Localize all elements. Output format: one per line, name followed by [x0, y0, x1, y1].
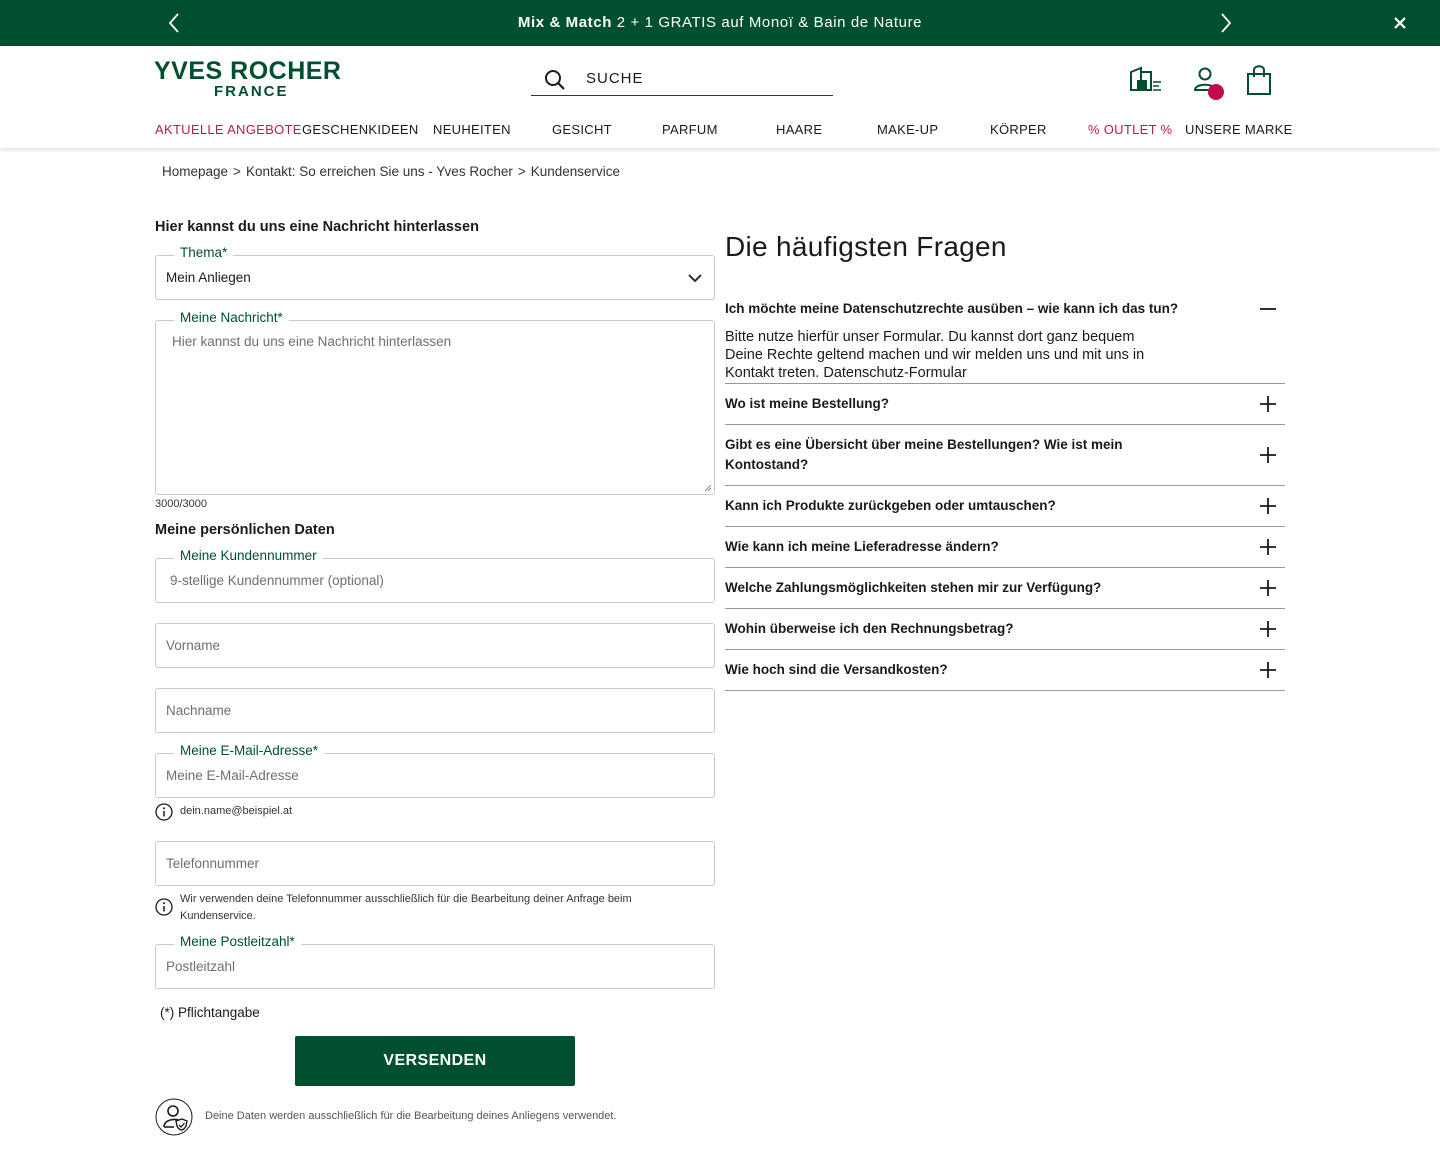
faq-item — [725, 291, 1285, 384]
info-icon — [155, 803, 173, 821]
breadcrumb-item-homepage[interactable]: Homepage — [162, 164, 229, 179]
cart-icon[interactable] — [1243, 64, 1279, 96]
faq-answer — [725, 328, 1215, 382]
nav-item-unsere-marke[interactable]: UNSERE MARKE — [1185, 122, 1293, 137]
faq-answer-line1: Bitte nutze hierfür unser Formular. Du kannst dort ganz bequem — [725, 329, 1135, 345]
message-label: Meine Nachricht* — [174, 310, 289, 325]
plus-icon[interactable] — [1259, 579, 1277, 597]
customer-number-label: Meine Kundennummer — [174, 548, 323, 563]
faq-question[interactable]: Wohin überweise ich den Rechnungsbetrag? — [725, 621, 1014, 636]
notification-badge — [1208, 84, 1224, 100]
faq-question[interactable]: Wie kann ich meine Lieferadresse ändern? — [725, 539, 999, 554]
breadcrumb-separator: > — [517, 164, 526, 179]
faq-answer-line2: Deine Rechte geltend machen und wir melden uns und mit uns in — [725, 347, 1145, 363]
plus-icon[interactable] — [1259, 620, 1277, 638]
logo-line1: YVES ROCHER — [154, 57, 342, 85]
nav-item-geschenkideen[interactable]: GESCHENKIDEEN — [302, 122, 419, 137]
customer-number-placeholder: 9-stellige Kundennummer (optional) — [170, 573, 384, 588]
faq-question[interactable]: Kann ich Produkte zurückgeben oder umtauschen? — [725, 498, 1056, 513]
last-name-field[interactable] — [155, 688, 715, 733]
nav-item-haare[interactable]: HAARE — [776, 122, 823, 137]
plus-icon[interactable] — [1259, 446, 1277, 464]
breadcrumb-item-kontakt[interactable]: Kontakt: So erreichen Sie uns - Yves Rocher — [245, 164, 513, 179]
faq-item — [725, 609, 1285, 650]
nav-item-aktuelle-angebote[interactable]: AKTUELLE ANGEBOTE — [155, 122, 302, 137]
message-placeholder: Hier kannst du uns eine Nachricht hinterlassen — [172, 334, 452, 349]
personal-data-title: Meine persönlichen Daten — [155, 522, 335, 538]
faq-item — [725, 568, 1285, 609]
close-icon[interactable] — [1390, 13, 1410, 33]
breadcrumb-separator: > — [233, 164, 241, 179]
nav-item-koerper[interactable]: KÖRPER — [990, 122, 1047, 137]
email-placeholder: Meine E-Mail-Adresse — [166, 768, 299, 783]
logo[interactable] — [154, 58, 354, 102]
postcode-placeholder: Postleitzahl — [166, 959, 236, 974]
faq-question[interactable] — [725, 435, 1225, 475]
plus-icon[interactable] — [1259, 497, 1277, 515]
form-title: Hier kannst du uns eine Nachricht hinterlassen — [155, 219, 479, 235]
faq-item — [725, 425, 1285, 486]
faq-item — [725, 527, 1285, 568]
phone-placeholder: Telefonnummer — [166, 856, 260, 871]
faq-question-line1: Gibt es eine Übersicht über meine Bestellungen? Wie ist mein — [725, 437, 1123, 452]
postcode-label: Meine Postleitzahl* — [174, 934, 301, 949]
email-label: Meine E-Mail-Adresse* — [174, 743, 324, 758]
plus-icon[interactable] — [1259, 661, 1277, 679]
plus-icon[interactable] — [1259, 395, 1277, 413]
faq-item — [725, 486, 1285, 527]
nav-item-outlet[interactable]: % OUTLET % — [1088, 122, 1173, 137]
topic-value: Mein Anliegen — [166, 270, 251, 285]
privacy-text: Deine Daten werden ausschließlich für die Bearbeitung deines Anliegens verwendet. — [205, 1110, 617, 1122]
logo-line2: FRANCE — [214, 83, 289, 100]
first-name-placeholder: Vorname — [166, 638, 221, 653]
phone-hint-line1: Wir verwenden deine Telefonnummer ausschließlich für die Bearbeitung deiner Anfrage beim — [180, 893, 632, 905]
breadcrumb — [162, 164, 620, 179]
chevron-right-icon[interactable] — [1213, 11, 1237, 35]
promo-rest-text: 2 + 1 GRATIS auf Monoï & Bain de Nature — [612, 14, 923, 31]
privacy-form-link[interactable]: Datenschutz-Formular — [823, 365, 967, 381]
search-label: SUCHE — [586, 70, 644, 87]
phone-hint-line2: Kundenservice. — [180, 910, 256, 922]
main-nav — [0, 122, 1440, 142]
faq-item — [725, 384, 1285, 425]
nav-item-gesicht[interactable]: GESICHT — [552, 122, 612, 137]
search-icon — [543, 68, 567, 92]
character-counter: 3000/3000 — [155, 498, 207, 510]
minus-icon[interactable] — [1259, 300, 1277, 318]
info-icon — [155, 898, 173, 916]
topic-label: Thema* — [174, 245, 233, 260]
submit-button[interactable]: VERSENDEN — [295, 1036, 575, 1086]
postcode-field[interactable] — [155, 934, 715, 989]
plus-icon[interactable] — [1259, 538, 1277, 556]
nav-item-neuheiten[interactable]: NEUHEITEN — [433, 122, 511, 137]
phone-hint-text — [180, 891, 632, 925]
faq-item — [725, 650, 1285, 691]
store-icon[interactable] — [1127, 64, 1163, 96]
message-field[interactable] — [155, 310, 715, 495]
faq-question[interactable]: Wo ist meine Bestellung? — [725, 396, 890, 411]
email-field[interactable] — [155, 743, 715, 798]
promo-bold-text: Mix & Match — [517, 14, 612, 31]
site-header — [0, 46, 1440, 148]
required-note: (*) Pflichtangabe — [160, 1005, 260, 1020]
account-icon[interactable] — [1190, 64, 1226, 96]
faq-title: Die häufigsten Fragen — [725, 231, 1007, 262]
nav-item-make-up[interactable]: MAKE-UP — [877, 122, 939, 137]
chevron-down-icon — [686, 269, 704, 287]
nav-item-parfum[interactable]: PARFUM — [662, 122, 718, 137]
last-name-placeholder: Nachname — [166, 703, 232, 718]
customer-number-field[interactable] — [155, 548, 715, 603]
email-hint-text: dein.name@beispiel.at — [180, 805, 293, 817]
faq-question-line2: Kontostand? — [725, 457, 809, 472]
phone-field[interactable] — [155, 841, 715, 886]
faq-question[interactable]: Ich möchte meine Datenschutzrechte ausüben – wie kann ich das tun? — [725, 301, 1179, 316]
faq-answer-line3: Kontakt treten. — [725, 365, 824, 381]
faq-question[interactable]: Wie hoch sind die Versandkosten? — [725, 662, 948, 677]
breadcrumb-item-kundenservice: Kundenservice — [530, 164, 621, 179]
search-input[interactable] — [531, 64, 833, 96]
first-name-field[interactable] — [155, 623, 715, 668]
promo-bar — [0, 0, 1440, 46]
topic-select[interactable] — [155, 245, 715, 300]
faq-question[interactable]: Welche Zahlungsmöglichkeiten stehen mir zur Verfügung? — [725, 580, 1102, 595]
resize-handle-icon[interactable] — [702, 482, 712, 492]
privacy-user-icon — [155, 1098, 193, 1136]
